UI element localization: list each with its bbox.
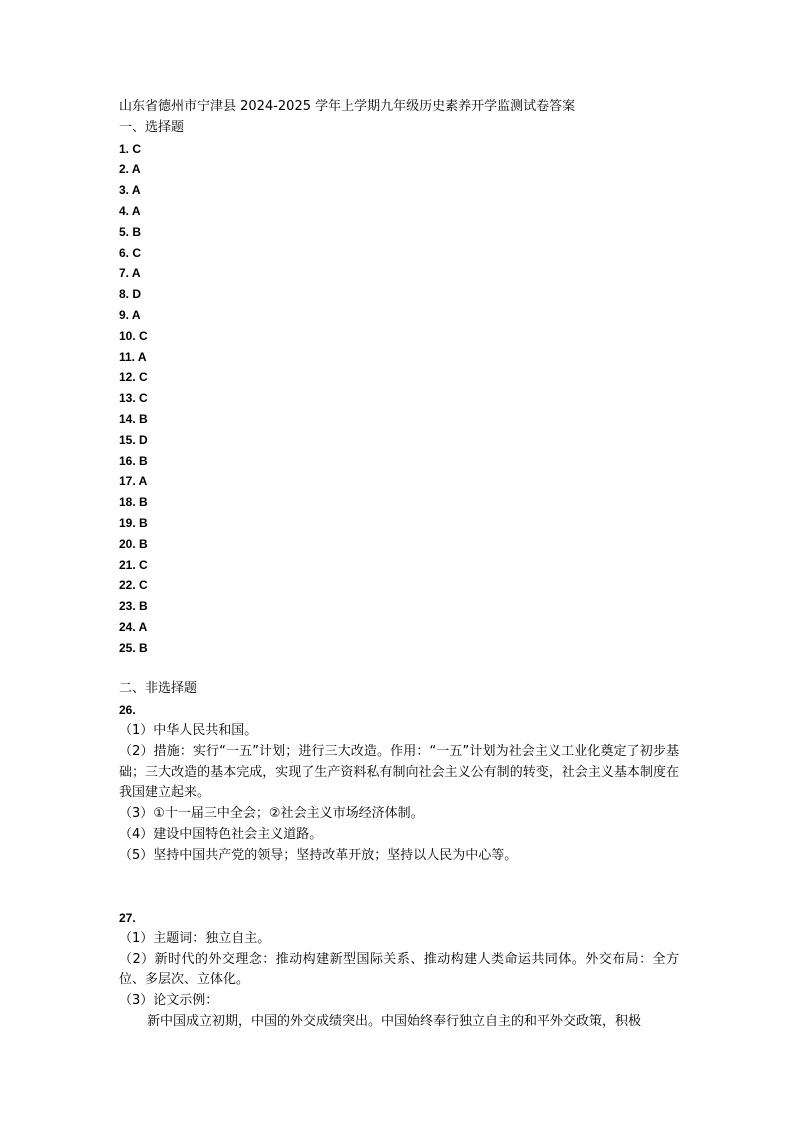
question-26 — [119, 700, 679, 866]
answer-item: 3. A — [119, 183, 141, 198]
answer-item: 15. D — [119, 432, 148, 447]
answer-item: 25. B — [119, 640, 148, 655]
answer-item: 4. A — [119, 203, 141, 218]
answer-paragraph: （5）坚持中国共产党的领导；坚持改革开放；坚持以人民为中心等。 — [119, 847, 518, 863]
answer-item: 2. A — [119, 162, 141, 177]
answer-item: 21. C — [119, 557, 148, 572]
section2-heading: 二、非选择题 — [119, 681, 198, 697]
answer-list — [119, 139, 679, 659]
answer-paragraph: （1）主题词：独立自主。 — [119, 930, 271, 946]
answer-item: 19. B — [119, 515, 148, 530]
question-number: 27. — [119, 911, 136, 926]
essay-paragraph: 新中国成立初期，中国的外交成绩突出。中国始终奉行独立自主的和平外交政策，积极 — [147, 1014, 642, 1030]
answer-item: 6. C — [119, 245, 142, 260]
document-title: 山东省德州市宁津县 2024-2025 学年上学期九年级历史素养开学监测试卷答案 — [119, 99, 576, 114]
section1-heading: 一、选择题 — [119, 119, 185, 135]
answer-item: 11. A — [119, 349, 147, 364]
answer-item: 18. B — [119, 495, 148, 510]
answer-item: 14. B — [119, 411, 148, 426]
spacer — [119, 659, 679, 680]
answer-item: 9. A — [119, 307, 141, 322]
answer-item: 16. B — [119, 453, 148, 468]
answer-document — [119, 97, 679, 1033]
answer-item: 22. C — [119, 578, 148, 593]
answer-item: 23. B — [119, 599, 148, 614]
answer-paragraph: （4）建设中国特色社会主义道路。 — [119, 826, 323, 842]
question-27 — [119, 908, 679, 1033]
answer-item: 8. D — [119, 287, 142, 302]
answer-item: 13. C — [119, 391, 148, 406]
spacer — [119, 866, 679, 887]
answer-paragraph: （3）论文示例： — [119, 993, 219, 1009]
question-number: 26. — [119, 703, 136, 718]
answer-item: 12. C — [119, 370, 148, 385]
answer-item: 20. B — [119, 536, 148, 551]
answer-item: 17. A — [119, 474, 148, 489]
answer-item: 5. B — [119, 224, 142, 239]
answer-paragraph: （2）措施：实行“一五”计划；进行三大改造。作用：“一五”计划为社会主义工业化奠定了初步基础；三大改造的基本完成，实现了生产资料私有制向社会主义公有制的转变，社会主义基本制度在我国建立起来。 — [119, 743, 679, 801]
spacer — [119, 887, 679, 908]
answer-item: 10. C — [119, 328, 148, 343]
answer-item: 1. C — [119, 141, 142, 156]
answer-paragraph: （3）①十一届三中全会；②社会主义市场经济体制。 — [119, 806, 424, 822]
answer-paragraph: （1）中华人民共和国。 — [119, 722, 258, 738]
answer-paragraph: （2）新时代的外交理念：推动构建新型国际关系、推动构建人类命运共同体。外交布局：全方位、多层次、立体化。 — [119, 951, 679, 988]
answer-item: 24. A — [119, 619, 148, 634]
answer-item: 7. A — [119, 266, 141, 281]
